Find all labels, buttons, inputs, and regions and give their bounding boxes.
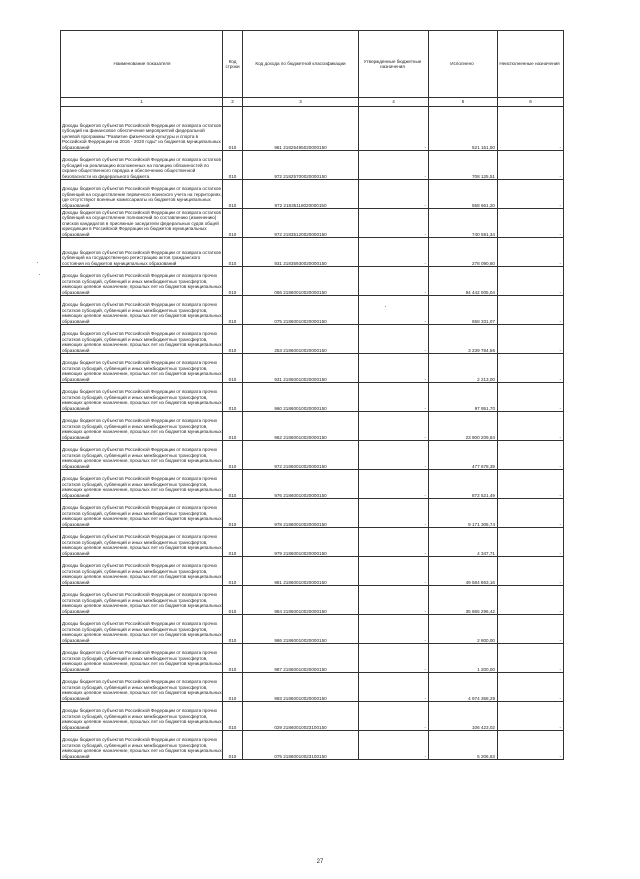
page-number: 27 <box>316 859 324 865</box>
cell-income-code: 960 21860010020000150 <box>243 383 359 412</box>
table-row <box>61 209 564 238</box>
header-line-code: Код строки <box>223 31 243 98</box>
cell-line-code: 010 <box>223 499 243 528</box>
column-number: 2 <box>223 98 243 107</box>
scan-speck <box>385 306 386 307</box>
cell-line-code: 010 <box>223 354 243 383</box>
cell-income-code: 984 21860010020000150 <box>243 586 359 615</box>
cell-line-code: 010 <box>223 528 243 557</box>
cell-rest: - <box>498 615 564 644</box>
cell-approved: - <box>359 383 429 412</box>
cell-name: Доходы бюджетов субъектов Российской Федерации от возврата остатков субвенций на осуществление первичного воинского учета на территориях, где отсутствуют военные комиссариаты из бюджетов муниципальных образований <box>61 180 223 209</box>
cell-line-code: 010 <box>223 557 243 586</box>
cell-name: Доходы бюджетов субъектов Российской Федерации от возврата прочих остатков субсидий, субвенций и иных межбюджетных трансфертов, имеющих целевое назначение, прошлых лет из бюджетов муниципальных образований <box>61 499 223 528</box>
cell-income-code: 066 21860010020000150 <box>243 267 359 296</box>
cell-name: Доходы бюджетов субъектов Российской Федерации от возврата прочих остатков субсидий, субвенций и иных межбюджетных трансфертов, имеющих целевое назначение, прошлых лет из бюджетов муниципальных образований <box>61 557 223 586</box>
column-number: 3 <box>243 98 359 107</box>
cell-done: 708 125,51 <box>429 151 498 180</box>
cell-line-code: 010 <box>223 180 243 209</box>
cell-line-code: 010 <box>223 441 243 470</box>
cell-income-code: 986 21860010020000150 <box>243 615 359 644</box>
cell-approved: - <box>359 412 429 441</box>
cell-line-code: 010 <box>223 296 243 325</box>
cell-name: Доходы бюджетов субъектов Российской Федерации от возврата остатков субсидий на реализацию возложенных на полицию обязанностей по охране общественного порядка и обеспечению общественной безопасности из федерального бюджета <box>61 151 223 180</box>
cell-approved: - <box>359 470 429 499</box>
cell-approved: - <box>359 644 429 673</box>
cell-income-code: 987 21860010020000150 <box>243 644 359 673</box>
table-row <box>61 412 564 441</box>
cell-line-code: 010 <box>223 383 243 412</box>
cell-rest: - <box>498 673 564 702</box>
cell-income-code: 075 21860010023100150 <box>243 731 359 760</box>
cell-done: 3 239 784,56 <box>429 325 498 354</box>
cell-done: 658 331,07 <box>429 296 498 325</box>
cell-done: 49 584 863,16 <box>429 557 498 586</box>
cell-rest: - <box>498 441 564 470</box>
cell-approved: - <box>359 441 429 470</box>
cell-line-code: 010 <box>223 267 243 296</box>
cell-rest: - <box>498 209 564 238</box>
cell-rest: - <box>498 151 564 180</box>
header-done: Исполнено <box>429 31 498 98</box>
cell-line-code: 010 <box>223 151 243 180</box>
cell-income-code: 979 21860010020000150 <box>243 528 359 557</box>
cell-line-code: 010 <box>223 209 243 238</box>
cell-income-code: 029 21860010023100150 <box>243 702 359 731</box>
cell-done: 558 661,20 <box>429 180 498 209</box>
cell-done: 9 171 305,74 <box>429 499 498 528</box>
cell-name: Доходы бюджетов субъектов Российской Федерации от возврата остатков субвенций на осуществление полномочий по составлению (изменению) списков кандидатов в присяжные заседатели федеральных судов общей юрисдикции в Российской Федерации из бюджетов муниципальных образований <box>62 209 221 237</box>
cell-approved: - <box>359 151 429 180</box>
table-row <box>61 673 564 702</box>
cell-rest: - <box>498 383 564 412</box>
cell-done: 23 900 209,84 <box>429 412 498 441</box>
cell-done: 4 347,71 <box>429 528 498 557</box>
cell-name: Доходы бюджетов субъектов Российской Федерации от возврата прочих остатков субсидий, субвенций и иных межбюджетных трансфертов, имеющих целевое назначение, прошлых лет из бюджетов муниципальных образований <box>61 644 223 673</box>
cell-rest: - <box>498 296 564 325</box>
table-row <box>61 644 564 673</box>
cell-rest: - <box>498 557 564 586</box>
cell-approved: - <box>359 673 429 702</box>
table-row <box>61 499 564 528</box>
cell-rest: - <box>498 731 564 760</box>
cell-line-code: 010 <box>223 238 243 267</box>
table-row <box>61 557 564 586</box>
table-row <box>61 731 564 760</box>
cell-done: 477 678,39 <box>429 441 498 470</box>
cell-income-code: 972 21835120020000150 <box>243 209 359 238</box>
table-row <box>61 151 564 180</box>
cell-approved: - <box>359 180 429 209</box>
table-row <box>61 383 564 412</box>
table-row <box>61 107 564 151</box>
cell-name: Доходы бюджетов субъектов Российской Федерации от возврата прочих остатков субсидий, субвенций и иных межбюджетных трансфертов, имеющих целевое назначение, прошлых лет из бюджетов муниципальных образований <box>61 615 223 644</box>
scan-speck <box>37 262 38 263</box>
cell-done: 94 442 005,04 <box>429 267 498 296</box>
cell-rest: - <box>498 499 564 528</box>
table-row <box>61 325 564 354</box>
cell-line-code: 010 <box>223 673 243 702</box>
cell-income-code: 931 21835930020000150 <box>243 238 359 267</box>
cell-approved: - <box>359 238 429 267</box>
cell-approved: - <box>359 325 429 354</box>
cell-name: Доходы бюджетов субъектов Российской Федерации от возврата прочих остатков субсидий, субвенций и иных межбюджетных трансфертов, имеющих целевое назначение, прошлых лет из бюджетов муниципальных образований <box>61 267 223 296</box>
cell-income-code: 075 21860010020000150 <box>243 296 359 325</box>
column-number: 4 <box>359 98 429 107</box>
table-row <box>61 441 564 470</box>
cell-name: Доходы бюджетов субъектов Российской Федерации от возврата прочих остатков субсидий, субвенций и иных межбюджетных трансфертов, имеющих целевое назначение, прошлых лет из бюджетов муниципальных образований <box>61 325 223 354</box>
table-row <box>61 180 564 209</box>
header-name: Наименование показателя <box>61 31 223 98</box>
cell-name: Доходы бюджетов субъектов Российской Федерации от возврата прочих остатков субсидий, субвенций и иных межбюджетных трансфертов, имеющих целевое назначение, прошлых лет из бюджетов муниципальных образований <box>61 702 223 731</box>
table-header-row <box>61 31 564 98</box>
cell-name: Доходы бюджетов субъектов Российской Федерации от возврата прочих остатков субсидий, субвенций и иных межбюджетных трансфертов, имеющих целевое назначение, прошлых лет из бюджетов муниципальных образований <box>61 354 223 383</box>
cell-approved: - <box>359 586 429 615</box>
cell-line-code: 010 <box>223 586 243 615</box>
cell-name: Доходы бюджетов субъектов Российской Федерации от возврата прочих остатков субсидий, субвенций и иных межбюджетных трансфертов, имеющих целевое назначение, прошлых лет из бюджетов муниципальных образований <box>61 528 223 557</box>
cell-name: Доходы бюджетов субъектов Российской Федерации от возврата прочих остатков субсидий, субвенций и иных межбюджетных трансфертов, имеющих целевое назначение, прошлых лет из бюджетов муниципальных образований <box>61 586 223 615</box>
cell-approved: - <box>359 267 429 296</box>
cell-income-code: 972 21825700020000150 <box>243 151 359 180</box>
cell-rest: - <box>498 702 564 731</box>
cell-done: 5 206,63 <box>429 731 498 760</box>
cell-rest: - <box>498 528 564 557</box>
cell-approved: - <box>359 557 429 586</box>
cell-done: 2 213,00 <box>429 354 498 383</box>
cell-income-code: 981 21825495020000150 <box>243 107 359 151</box>
cell-name: Доходы бюджетов субъектов Российской Федерации от возврата прочих остатков субсидий, субвенций и иных межбюджетных трансфертов, имеющих целевое назначение, прошлых лет из бюджетов муниципальных образований <box>61 441 223 470</box>
cell-done: 872 521,49 <box>429 470 498 499</box>
cell-approved: - <box>359 107 429 151</box>
cell-done: 35 865 296,42 <box>429 586 498 615</box>
cell-name: Доходы бюджетов субъектов Российской Федерации от возврата прочих остатков субсидий, субвенций и иных межбюджетных трансфертов, имеющих целевое назначение, прошлых лет из бюджетов муниципальных образований <box>61 296 223 325</box>
table-row <box>61 238 564 267</box>
cell-line-code: 010 <box>223 325 243 354</box>
cell-line-code: 010 <box>223 702 243 731</box>
cell-rest: - <box>498 180 564 209</box>
cell-done: 521 151,50 <box>429 107 498 151</box>
cell-rest: - <box>498 470 564 499</box>
cell-income-code: 253 21860010020000150 <box>243 325 359 354</box>
cell-name: Доходы бюджетов субъектов Российской Федерации от возврата прочих остатков субсидий, субвенций и иных межбюджетных трансфертов, имеющих целевое назначение, прошлых лет из бюджетов муниципальных образований <box>61 470 223 499</box>
cell-approved: - <box>359 731 429 760</box>
cell-done: 106 423,02 <box>429 702 498 731</box>
cell-rest: - <box>498 644 564 673</box>
scan-speck <box>39 274 40 275</box>
table-row <box>61 470 564 499</box>
cell-approved: - <box>359 702 429 731</box>
cell-done: 4 974 358,29 <box>429 673 498 702</box>
cell-name: Доходы бюджетов субъектов Российской Федерации от возврата прочих остатков субсидий, субвенций и иных межбюджетных трансфертов, имеющих целевое назначение, прошлых лет из бюджетов муниципальных образований <box>61 673 223 702</box>
cell-name: Доходы бюджетов субъектов Российской Федерации от возврата прочих остатков субсидий, субвенций и иных межбюджетных трансфертов, имеющих целевое назначение, прошлых лет из бюджетов муниципальных образований <box>61 731 223 760</box>
cell-name: Доходы бюджетов субъектов Российской Федерации от возврата прочих остатков субсидий, субвенций и иных межбюджетных трансфертов, имеющих целевое назначение, прошлых лет из бюджетов муниципальных образований <box>61 383 223 412</box>
cell-done: 1 200,00 <box>429 644 498 673</box>
column-number: 5 <box>429 98 498 107</box>
cell-line-code: 010 <box>223 731 243 760</box>
cell-name: Доходы бюджетов субъектов Российской Федерации от возврата прочих остатков субсидий, субвенций и иных межбюджетных трансфертов, имеющих целевое назначение, прошлых лет из бюджетов муниципальных образований <box>61 412 223 441</box>
header-income-code: Код дохода по бюджетной классификации <box>243 31 359 98</box>
cell-rest: - <box>498 238 564 267</box>
cell-line-code: 010 <box>223 470 243 499</box>
cell-line-code: 010 <box>223 107 243 151</box>
cell-line-code: 010 <box>223 412 243 441</box>
cell-line-code: 010 <box>223 644 243 673</box>
cell-approved: - <box>359 499 429 528</box>
table-row <box>61 586 564 615</box>
cell-name: Доходы бюджетов субъектов Российской Федерации от возврата остатков субсидий на финансовое обеспечение мероприятий федеральной целевой программы "Развитие физической культуры и спорта в Российской Федерации на 2016 - 2020 годы" из бюджетов муниципальных образований <box>61 107 223 151</box>
cell-done: 97 951,70 <box>429 383 498 412</box>
cell-rest: - <box>498 354 564 383</box>
cell-rest: - <box>498 412 564 441</box>
column-number: 6 <box>498 98 564 107</box>
table-row <box>61 354 564 383</box>
cell-approved: - <box>359 615 429 644</box>
column-number-row <box>61 98 564 107</box>
income-table <box>60 30 564 760</box>
report-sheet <box>60 30 561 760</box>
cell-done: 278 090,60 <box>429 238 498 267</box>
cell-line-code: 010 <box>223 615 243 644</box>
cell-rest: - <box>498 325 564 354</box>
cell-approved: - <box>359 296 429 325</box>
table-row <box>61 702 564 731</box>
cell-approved: - <box>359 354 429 383</box>
cell-income-code: 972 21835118020000150 <box>243 180 359 209</box>
table-row <box>61 296 564 325</box>
cell-income-code: 976 21860010020000150 <box>243 470 359 499</box>
cell-income-code: 993 21860010020000150 <box>243 673 359 702</box>
cell-income-code: 962 21860010020000150 <box>243 412 359 441</box>
table-row <box>61 615 564 644</box>
cell-income-code: 931 21860010020000150 <box>243 354 359 383</box>
column-number: 1 <box>61 98 223 107</box>
cell-income-code: 981 21860010020000150 <box>243 557 359 586</box>
table-row <box>61 267 564 296</box>
cell-income-code: 972 21860010020000150 <box>243 441 359 470</box>
cell-done: 2 800,00 <box>429 615 498 644</box>
header-rest: Неисполненные назначения <box>498 31 564 98</box>
cell-approved: - <box>359 209 429 238</box>
cell-rest: - <box>498 586 564 615</box>
cell-rest: - <box>498 267 564 296</box>
cell-income-code: 978 21860010020000150 <box>243 499 359 528</box>
header-approved: Утвержденные бюджетные назначения <box>359 31 429 98</box>
cell-done: 740 591,34 <box>429 209 498 238</box>
table-row <box>61 528 564 557</box>
cell-approved: - <box>359 528 429 557</box>
table-body <box>61 107 564 760</box>
cell-name: Доходы бюджетов субъектов Российской Федерации от возврата остатков субвенций на государственную регистрацию актов гражданского состояния из бюджетов муниципальных образований <box>61 238 223 267</box>
cell-rest: - <box>498 107 564 151</box>
